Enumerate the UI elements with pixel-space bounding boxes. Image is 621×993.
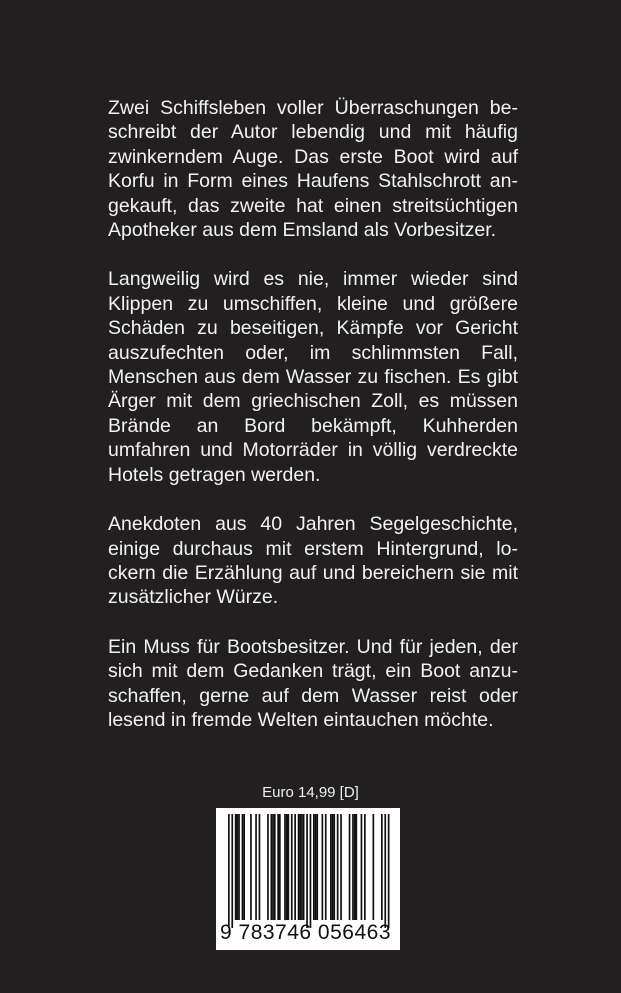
barcode-bar [299, 814, 301, 920]
barcode-bar [315, 814, 317, 920]
barcode-bar [274, 814, 276, 920]
barcode-bar [294, 814, 296, 920]
barcode-bar [310, 814, 312, 928]
barcode-bar [303, 814, 305, 920]
barcode-bar [267, 814, 269, 920]
barcode-bar [373, 814, 375, 920]
barcode-bar [228, 814, 230, 928]
barcode-bar [381, 814, 383, 920]
barcode-bar [332, 814, 334, 920]
barcode-bar [301, 814, 303, 920]
barcode-bar [313, 814, 315, 920]
barcode-bar [235, 814, 237, 920]
barcode-bar [298, 814, 300, 920]
barcode-bar [255, 814, 257, 920]
barcode-bar [325, 814, 327, 920]
barcode-bar [340, 814, 342, 920]
barcode-bar [337, 814, 339, 920]
barcode-bar [356, 814, 358, 920]
barcode-bar [250, 814, 252, 920]
isbn-barcode [216, 808, 400, 950]
barcode-bar [306, 814, 308, 928]
barcode-bar [284, 814, 286, 920]
barcode-bar [388, 814, 390, 928]
barcode-bar [286, 814, 288, 920]
barcode-bar [316, 814, 318, 920]
blurb-paragraph-1: Zwei Schiffsleben voller Überraschungen beschreibt der Autor lebendig und mit häufig zwinkerndem Auge. Das erste Boot wird auf Korfu in Form eines Haufens Stahlschrott angekauft, das zweite hat einen streitsüchtigen Apotheker aus dem Emsland als Vorbesitzer. [108, 97, 518, 242]
blurb-paragraph-3: Anekdoten aus 40 Jahren Segelgeschichte, einige durchaus mit erstem Hintergrund, lockern die Erzählung auf und bereichern sie mit zusätzlicher Würze. [108, 513, 518, 609]
barcode-bar [384, 814, 386, 928]
barcode-bar [238, 814, 240, 920]
back-cover-blurb [108, 96, 518, 757]
barcode-bar [279, 814, 281, 920]
price-label: Euro 14,99 [D] [262, 784, 359, 801]
barcode-bar [333, 814, 335, 920]
barcode-bar [242, 814, 244, 920]
barcode-bar [277, 814, 279, 920]
barcode-bar [291, 814, 293, 920]
barcode-bar [354, 814, 356, 920]
barcode-bar [237, 814, 239, 920]
isbn-number: 9 783746 056463 [220, 921, 391, 944]
barcode-bar [243, 814, 245, 920]
barcode-bar [271, 814, 273, 920]
barcode-bar [361, 814, 363, 920]
blurb-paragraph-4: Ein Muss für Bootsbesitzer. Und für jeden, der sich mit dem Gedanken trägt, ein Boot anzuschaffen, gerne auf dem Wasser reist oder lesend in fremde Welten eintauchen möchte. [108, 635, 518, 731]
blurb-paragraph-2: Langweilig wird es nie, immer wieder sind Klippen zu umschiffen, kleine und größere Schäden zu beseitigen, Kämpfe vor Gericht auszufechten oder, im schlimmsten Fall, Menschen aus dem Wasser zu fischen. Es gibt Ärger mit dem griechischen Zoll, es müssen Brände an Bord bekämpft, Kuhherden umfahren und Motorräder in völlig verdreckte Hotels getragen werden. [108, 268, 518, 486]
barcode-bar [330, 814, 332, 920]
barcode-bar [364, 814, 366, 920]
barcode-bar [259, 814, 261, 920]
barcode-bar [352, 814, 354, 920]
barcode-bar [288, 814, 290, 920]
barcode-bar [231, 814, 233, 928]
barcode-bar [349, 814, 351, 920]
barcode-bar [322, 814, 324, 920]
barcode-bar [272, 814, 274, 920]
